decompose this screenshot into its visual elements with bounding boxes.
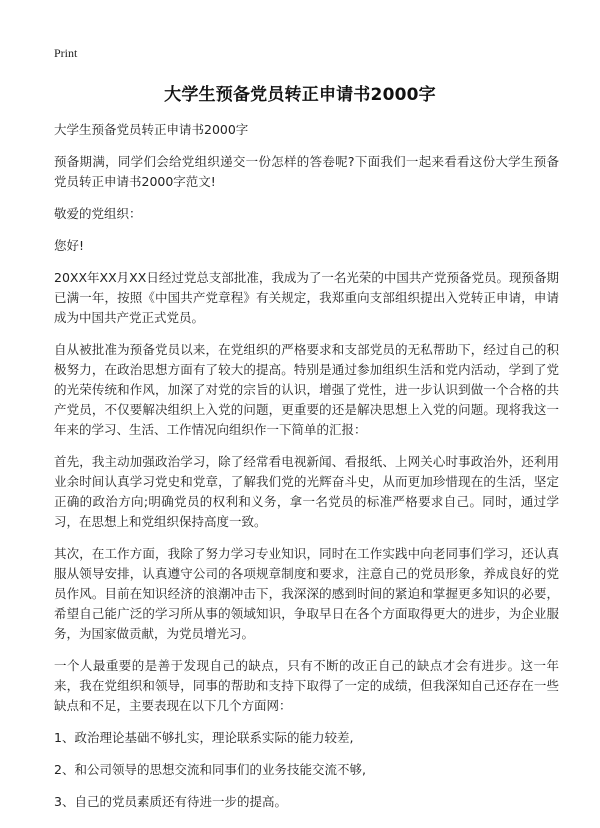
document-title: 大学生预备党员转正申请书2000字 [164, 85, 436, 105]
salutation: 敬爱的党组织： [54, 206, 142, 221]
body-paragraph: 一个人最重要的是善于发现自己的缺点，只有不断的改正自己的缺点才会有进步。这一年来，我在党组织和领导，同事的帮助和支持下取得了一定的成绩，但我深知自己还存在一些缺点和不足，主要表现在以下几个方面网： [54, 658, 559, 713]
body-paragraph: 其次，在工作方面，我除了努力学习专业知识，同时在工作实践中向老同事们学习，还认真服从领导安排，认真遵守公司的各项规章制度和要求，注意自己的党员形象，养成良好的党员作风。目前在知识经济的浪潮冲击下，我深深的感到时间的紧迫和掌握更多知识的必要，希望自己能广泛的学习所从事的领域知识，争取早日在各个方面取得更大的进步，为企业服务，为国家做贡献，为党员增光习。 [54, 546, 559, 641]
list-item: 2、和公司领导的思想交流和同事们的业务技能交流不够, [54, 762, 366, 777]
intro-paragraph: 预备期满，同学们会给党组织递交一份怎样的答卷呢?下面我们一起来看看这份大学生预备党员转正申请书2000字范文! [54, 154, 559, 189]
body-paragraph: 20XX年XX月XX日经过党总支部批准，我成为了一名光荣的中国共产党预备党员。现预备期已满一年，按照《中国共产党章程》有关规定，我郑重向支部组织提出入党转正申请，申请成为中国共产党正式党员。 [54, 270, 559, 325]
body-paragraph: 自从被批准为预备党员以来，在党组织的严格要求和支部党员的无私帮助下，经过自己的积极努力，在政治思想方面有了较大的提高。特别是通过参加组织生活和党内活动，学到了党的光荣传统和作风，加深了对党的宗旨的认识，增强了党性，进一步认识到做一个合格的共产党员，不仅要解决组织上入党的问题，更重要的还是解决思想上入党的问题。现将我这一年来的学习、生活、工作情况向组织作一下简单的汇报： [54, 342, 559, 437]
list-item: 1、政治理论基础不够扎实，理论联系实际的能力较差, [54, 730, 354, 745]
list-item: 3、自己的党员素质还有待进一步的提高。 [54, 794, 287, 809]
document-body [54, 120, 559, 824]
greeting: 您好! [54, 238, 85, 253]
subtitle-paragraph: 大学生预备党员转正申请书2000字 [54, 122, 249, 137]
body-paragraph: 首先，我主动加强政治学习，除了经常看电视新闻、看报纸、上网关心时事政治外，还利用业余时间认真学习党史和党章，了解我们党的光辉奋斗史，从而更加珍惜现在的生活，坚定正确的政治方向;明确党员的权利和义务，拿一名党员的标准严格要求自己。同时，通过学习，在思想上和党组织保持高度一致。 [54, 454, 559, 529]
print-label: Print [54, 46, 78, 60]
